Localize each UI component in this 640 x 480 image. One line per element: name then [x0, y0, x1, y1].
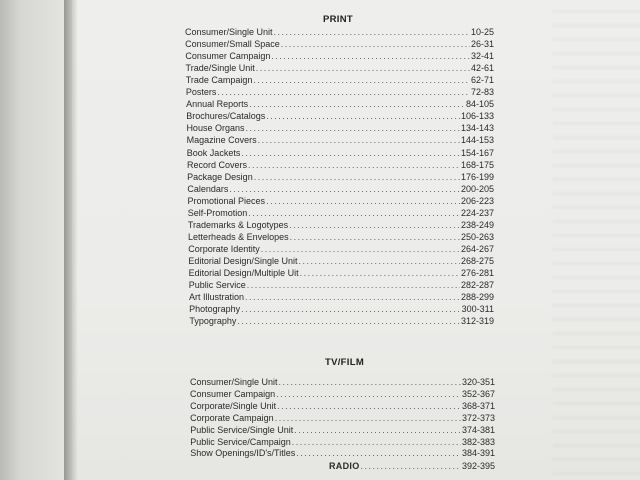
toc-entry [188, 244, 494, 255]
toc-entry [188, 208, 494, 219]
dot-leader [237, 316, 460, 327]
toc-entry-label: Consumer/Single Unit [185, 27, 273, 37]
dot-leader [294, 425, 461, 436]
toc-entry-label: Calendars [187, 183, 229, 194]
dot-leader [361, 461, 461, 472]
toc-entry-pages: 176-199 [460, 171, 494, 182]
toc-entry [189, 268, 494, 279]
toc-entry [185, 27, 494, 38]
toc-entry-pages: 10-25 [470, 27, 494, 37]
dot-leader [290, 232, 460, 243]
toc-entry [185, 39, 494, 50]
toc-entry-pages: 382-383 [461, 436, 495, 447]
toc-entry-label: Book Jackets [186, 147, 241, 158]
toc-entry-label: Editorial Design/Multiple Uit [188, 268, 299, 278]
dot-leader [276, 389, 461, 400]
toc-entry-pages: 250-263 [460, 231, 494, 242]
dot-leader [261, 244, 460, 255]
dot-leader [256, 63, 470, 74]
toc-entry [185, 51, 494, 62]
toc-entry [189, 304, 494, 315]
dot-leader [300, 268, 460, 279]
toc-entry-pages: 32-41 [470, 51, 494, 62]
gutter-shadow [64, 0, 78, 480]
toc-entry-pages: 282-287 [460, 280, 494, 291]
toc-entry-label: Corporate/Single Unit [190, 400, 277, 411]
toc-entry-label: Promotional Pieces [187, 195, 266, 206]
toc-entry-label: Brochures/Catalogs [186, 111, 266, 122]
toc-entry-radio [329, 461, 495, 472]
radio-pages: 392-395 [461, 461, 495, 471]
toc-entry [186, 99, 494, 110]
dot-leader [248, 208, 460, 219]
toc-entry-label: Posters [185, 87, 217, 98]
toc-entry-label: Trade/Single Unit [185, 63, 255, 74]
toc-entry [190, 389, 495, 400]
toc-entry [186, 75, 494, 86]
toc-entry-label: Consumer Campaign [185, 51, 271, 62]
toc-entry-label: Public Service/Campaign [190, 436, 291, 447]
toc-entry [190, 401, 495, 412]
toc-entry-label: Public Service [188, 280, 246, 291]
dot-leader [266, 111, 460, 122]
dot-leader [274, 27, 470, 38]
toc-entry-pages: 72-83 [470, 87, 494, 98]
toc-entry-pages: 384-391 [461, 448, 495, 459]
toc-entry-label: Consumer/Single Unit [190, 377, 278, 387]
toc-entry-label: Editorial Design/Single Unit [188, 255, 298, 266]
toc-entry-label: Corporate Identity [188, 243, 260, 254]
toc-entry-pages: 62-71 [470, 75, 494, 86]
toc-entry-label: Consumer Campaign [190, 388, 276, 399]
dot-leader [292, 437, 461, 448]
toc-entry-label: Corporate Campaign [190, 412, 274, 423]
toc-entry-pages: 224-237 [460, 207, 494, 218]
toc-entry [187, 172, 494, 183]
radio-label: RADIO [329, 461, 360, 471]
toc-entry [187, 135, 494, 146]
toc-entry [190, 413, 495, 424]
dot-leader [241, 148, 460, 159]
toc-entry [188, 256, 494, 267]
toc-entry-label: Photography [189, 304, 241, 315]
dot-leader [275, 413, 461, 424]
toc-entry-pages: 134-143 [460, 123, 494, 134]
section-title-tvfilm: TV/FILM [325, 357, 365, 368]
toc-entry-pages: 84-105 [465, 99, 494, 110]
toc-entry-pages: 372-373 [461, 412, 495, 423]
toc-entry-pages: 26-31 [470, 39, 494, 50]
toc-entry [188, 232, 494, 243]
toc-entry-label: Show Openings/ID's/Titles [190, 448, 296, 459]
dot-leader [279, 377, 461, 388]
toc-entry [188, 196, 494, 207]
toc-entry-pages: 106-133 [460, 111, 494, 122]
toc-entry-pages: 268-275 [460, 255, 494, 266]
toc-entry-pages: 168-175 [460, 159, 494, 170]
toc-entry-pages: 200-205 [460, 183, 494, 194]
dot-leader [253, 75, 470, 86]
toc-entry-label: Record Covers [186, 159, 247, 170]
toc-entry [187, 148, 494, 159]
toc-entry-pages: 42-61 [470, 63, 494, 74]
toc-entry-label: Public Service/Single Unit [190, 424, 294, 435]
dot-leader [298, 256, 459, 267]
dot-leader [281, 39, 470, 50]
toc-entry [188, 220, 494, 231]
toc-entry-label: Package Design [187, 171, 253, 182]
toc-entry-pages: 374-381 [461, 424, 495, 435]
toc-entry-label: Art Illustration [188, 292, 244, 303]
toc-entry-pages: 144-153 [460, 135, 494, 146]
dot-leader [296, 448, 461, 459]
toc-entry [187, 184, 494, 195]
toc-entry-pages: 320-351 [461, 377, 495, 387]
toc-entry-pages: 300-311 [461, 304, 494, 315]
dot-leader [266, 196, 460, 207]
dot-leader [249, 99, 465, 110]
dot-leader [258, 135, 460, 146]
toc-entry [189, 292, 494, 303]
toc-entry-pages: 206-223 [460, 195, 494, 206]
dot-leader [217, 87, 470, 98]
toc-entry-pages: 154-167 [460, 147, 494, 158]
toc-entry [186, 87, 494, 98]
dot-leader [277, 401, 461, 412]
toc-entry [189, 280, 494, 291]
toc-entry-label: Consumer/Small Space [185, 39, 280, 50]
toc-entry [190, 448, 495, 459]
toc-entry [190, 425, 495, 436]
toc-entry-label: Trade Campaign [185, 75, 253, 86]
toc-entry-label: Typography [189, 316, 237, 327]
toc-entry-label: House Organs [186, 123, 245, 134]
toc-entry-pages: 238-249 [460, 219, 494, 230]
dot-leader [229, 184, 460, 195]
toc-entry-pages: 264-267 [460, 243, 494, 254]
dot-leader [248, 160, 460, 171]
dot-leader [254, 172, 460, 183]
toc-entry-label: Annual Reports [186, 99, 249, 110]
toc-entry [190, 377, 495, 388]
toc-entry [186, 63, 494, 74]
dot-leader [241, 304, 460, 315]
toc-entry [186, 111, 494, 122]
dot-leader [271, 51, 470, 62]
toc-entry [186, 123, 494, 134]
toc-entry-label: Magazine Covers [186, 135, 257, 146]
toc-entry-pages: 352-367 [461, 388, 495, 399]
dot-leader [245, 292, 460, 303]
toc-entry-pages: 368-371 [461, 400, 495, 411]
section-title-print: PRINT [323, 14, 353, 25]
dot-leader [289, 220, 460, 231]
toc-entry [187, 160, 494, 171]
toc-entry [190, 437, 495, 448]
toc-entry-pages: 276-281 [460, 268, 494, 278]
toc-entry-pages: 288-299 [460, 292, 494, 303]
dot-leader [247, 280, 460, 291]
show-through-text [552, 2, 640, 478]
toc-entry-pages: 312-319 [460, 316, 494, 327]
dot-leader [245, 123, 459, 134]
toc-entry-label: Letterheads & Envelopes [188, 231, 289, 242]
toc-entry [189, 316, 494, 327]
toc-entry-label: Trademarks & Logotypes [187, 219, 289, 230]
toc-entry-label: Self-Promotion [187, 207, 248, 218]
